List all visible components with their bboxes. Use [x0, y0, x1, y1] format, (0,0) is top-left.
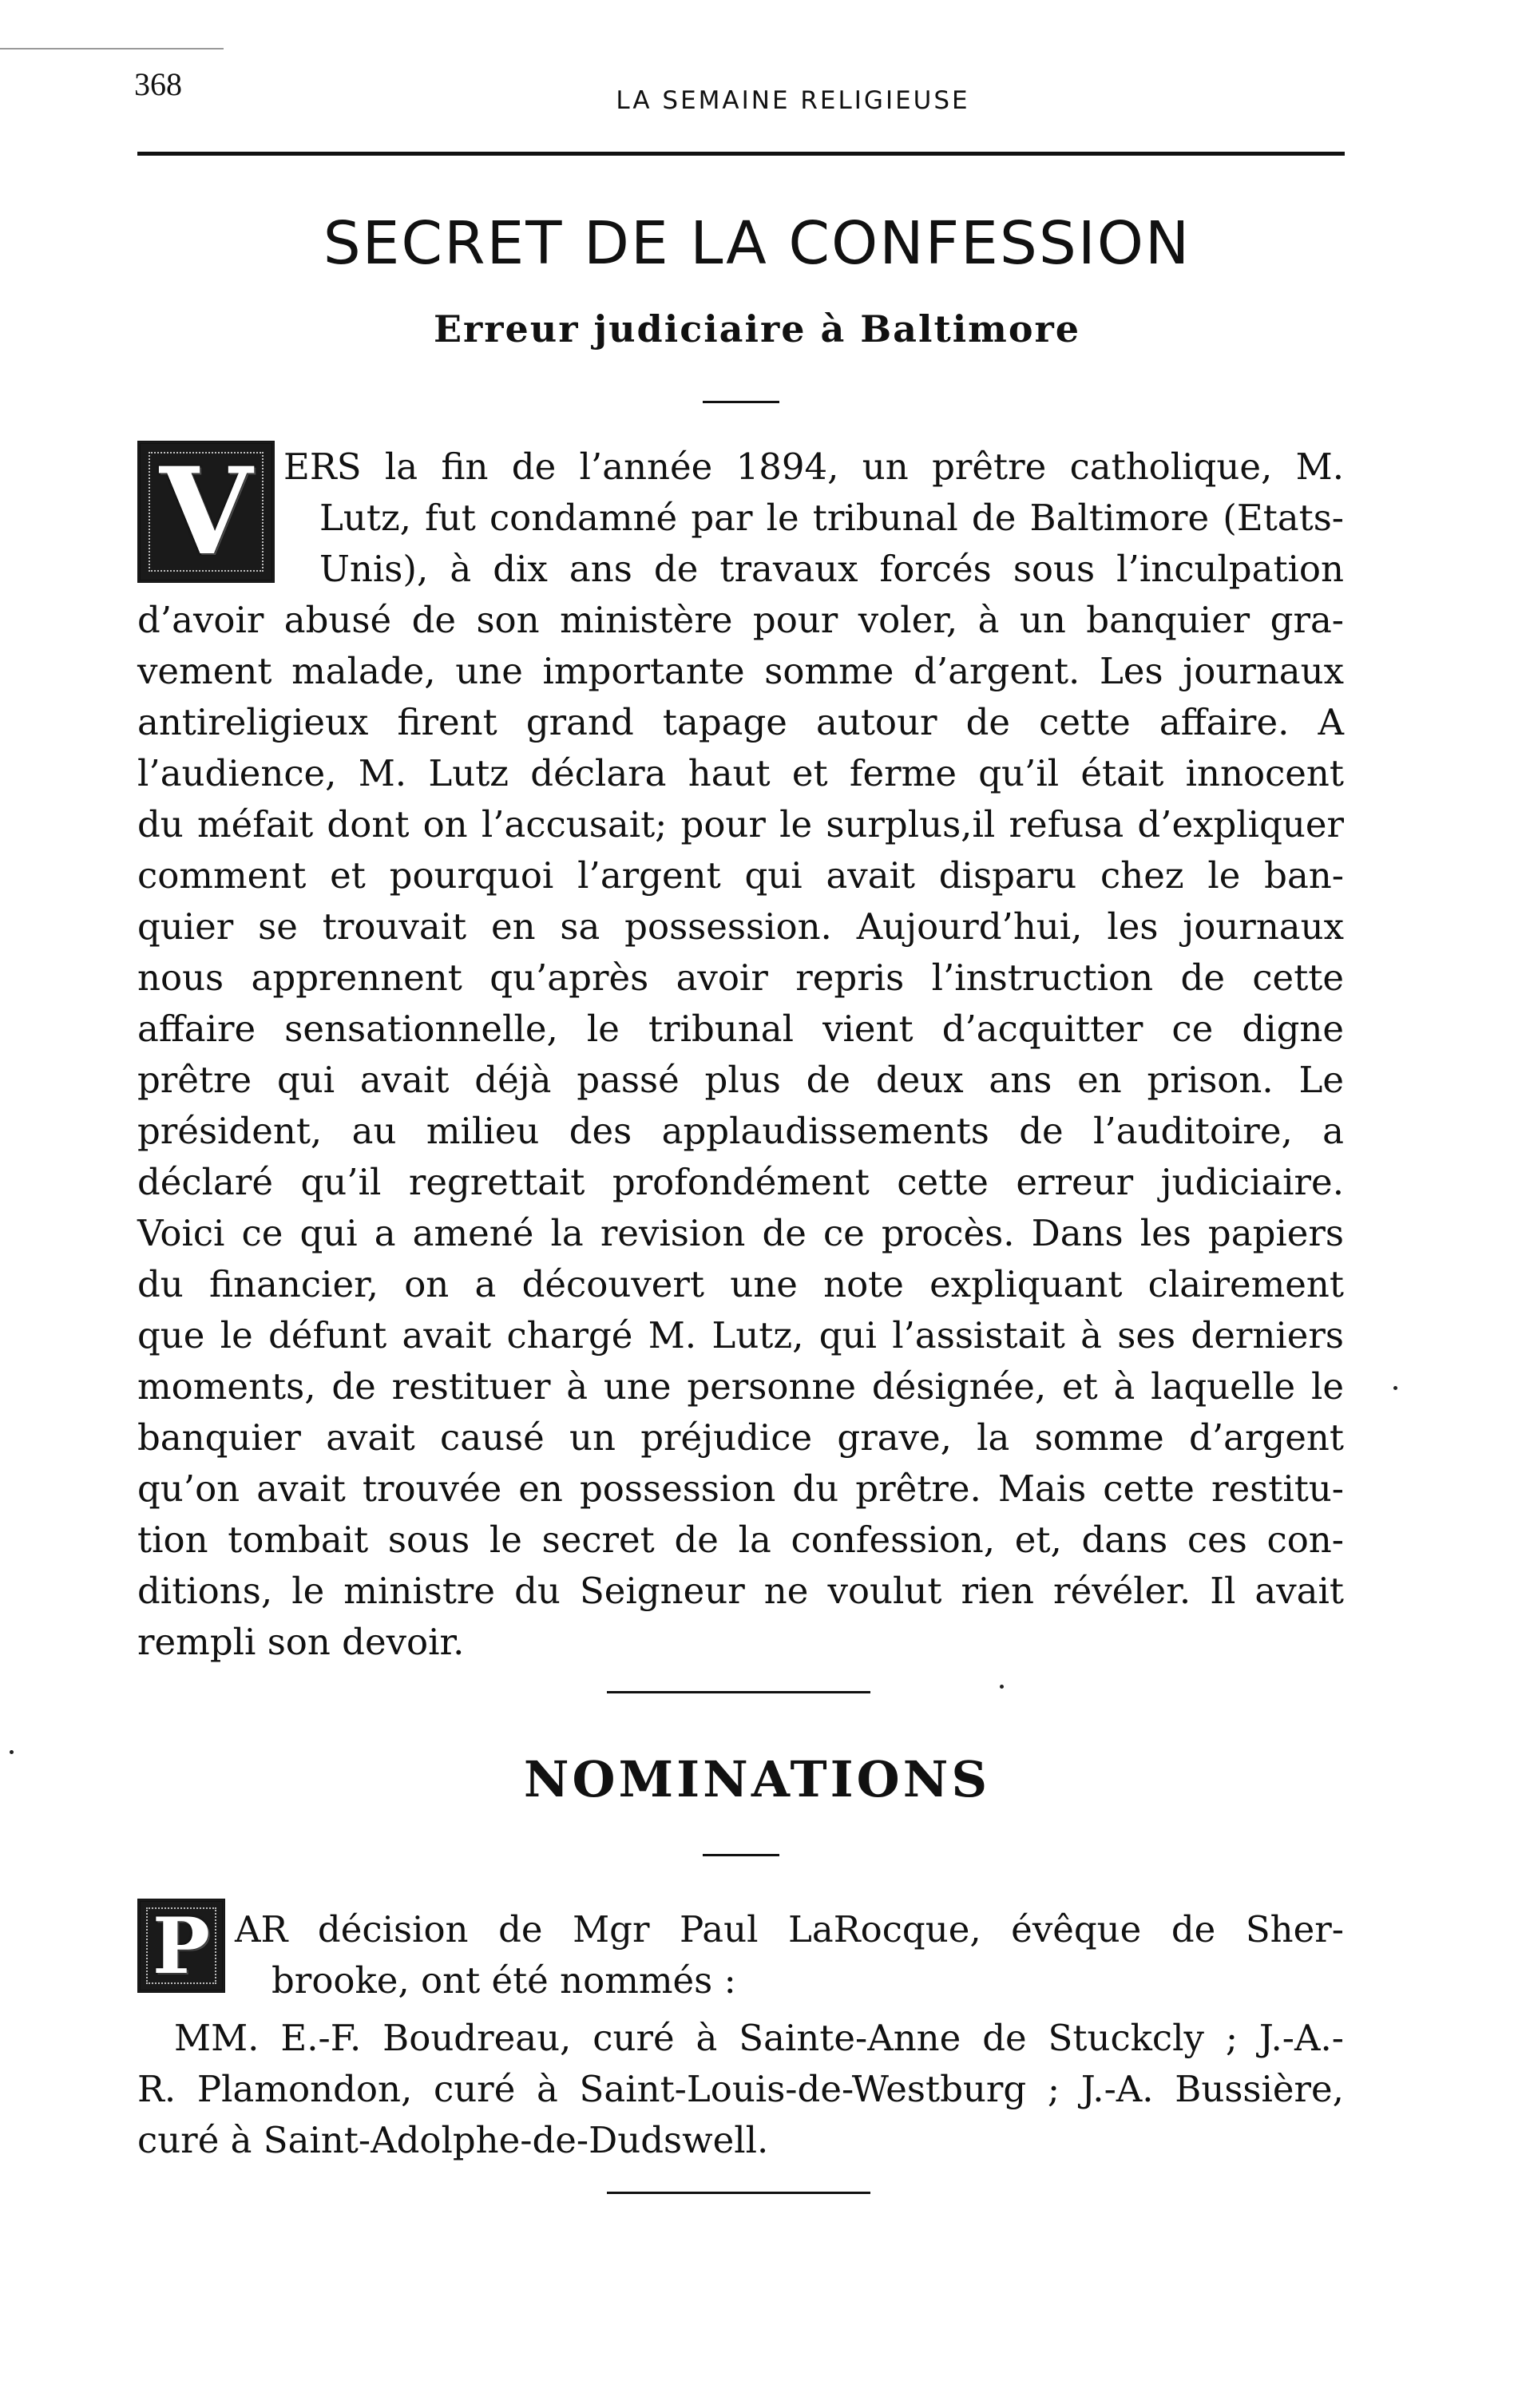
- article-line: que le défunt avait chargé M. Lutz, qui l’assistait à ses derniers: [137, 1314, 1344, 1356]
- running-title: LA SEMAINE RELIGIEUSE: [616, 86, 970, 115]
- nominations-line: MM. E.-F. Boudreau, curé à Sainte-Anne de Stuckcly ; J.-A.-: [174, 2017, 1344, 2059]
- dropcap-p: [137, 1899, 225, 1993]
- article-line: comment et pourquoi l’argent qui avait disparu chez le ban-: [137, 854, 1344, 897]
- header-rule: [137, 152, 1345, 156]
- dropcap-letter: V: [159, 442, 253, 582]
- section-separator-rule: [607, 1691, 870, 1693]
- article-line: président, au milieu des applaudissements de l’auditoire, a: [137, 1110, 1344, 1152]
- article-line-last: rempli son devoir.: [137, 1621, 465, 1663]
- article-line: d’avoir abusé de son ministère pour voler, à un banquier gra-: [137, 599, 1344, 641]
- article-line: du financier, on a découvert une note expliquant clairement: [137, 1263, 1344, 1305]
- article-subtitle: Erreur judiciaire à Baltimore: [433, 307, 1081, 351]
- ink-speck: [1000, 1685, 1004, 1689]
- article-line: tion tombait sous le secret de la confession, et, dans ces con-: [137, 1519, 1344, 1561]
- dropcap-ornament: [149, 452, 264, 572]
- article-line: Unis), à dix ans de travaux forcés sous l’inculpation: [319, 548, 1344, 590]
- article-line: déclaré qu’il regrettait profondément cette erreur judiciaire.: [137, 1161, 1344, 1203]
- article-line: banquier avait causé un préjudice grave, la somme d’argent: [137, 1416, 1344, 1459]
- nominations-line: R. Plamondon, curé à Saint-Louis-de-Westburg ; J.-A. Bussière,: [137, 2068, 1344, 2110]
- nominations-line: curé à Saint-Adolphe-de-Dudswell.: [137, 2119, 769, 2161]
- article-line: quier se trouvait en sa possession. Aujourd’hui, les journaux: [137, 905, 1344, 948]
- top-edge-rule: [0, 48, 224, 50]
- ink-speck: [1393, 1386, 1397, 1390]
- article-line: du méfait dont on l’accusait; pour le surplus,il refusa d’expliquer: [137, 803, 1344, 846]
- article-line: nous apprennent qu’après avoir repris l’instruction de cette: [137, 956, 1344, 999]
- dropcap-letter: P: [152, 1900, 211, 1991]
- page-number: 368: [134, 66, 182, 102]
- article-line: qu’on avait trouvée en possession du prêtre. Mais cette restitu-: [137, 1467, 1344, 1510]
- nominations-title: NOMINATIONS: [523, 1750, 991, 1808]
- article-line: vement malade, une importante somme d’argent. Les journaux: [137, 650, 1344, 692]
- dropcap-v: [137, 441, 275, 583]
- nominations-line: brooke, ont été nommés :: [271, 1959, 736, 2002]
- footer-rule: [607, 2192, 870, 2194]
- article-line: ditions, le ministre du Seigneur ne voulut rien révéler. Il avait: [137, 1570, 1344, 1612]
- article-line: affaire sensationnelle, le tribunal vient d’acquitter ce digne: [137, 1008, 1344, 1050]
- dropcap-ornament: [146, 1907, 216, 1984]
- title-separator-rule: [703, 401, 779, 403]
- article-line: ERS la fin de l’année 1894, un prêtre catholique, M.: [283, 446, 1344, 488]
- article-line: moments, de restituer à une personne désignée, et à laquelle le: [137, 1365, 1344, 1408]
- article-line: prêtre qui avait déjà passé plus de deux ans en prison. Le: [137, 1059, 1344, 1101]
- article-line: Voici ce qui a amené la revision de ce procès. Dans les papiers: [137, 1212, 1344, 1254]
- article-title: SECRET DE LA CONFESSION: [323, 209, 1191, 278]
- article-line: Lutz, fut condamné par le tribunal de Baltimore (Etats-: [319, 497, 1344, 539]
- article-line: antireligieux firent grand tapage autour de cette affaire. A: [137, 701, 1344, 743]
- nominations-separator-rule: [703, 1854, 779, 1856]
- nominations-line: AR décision de Mgr Paul LaRocque, évêque de Sher-: [235, 1908, 1344, 1951]
- article-line: l’audience, M. Lutz déclara haut et ferme qu’il était innocent: [137, 752, 1344, 794]
